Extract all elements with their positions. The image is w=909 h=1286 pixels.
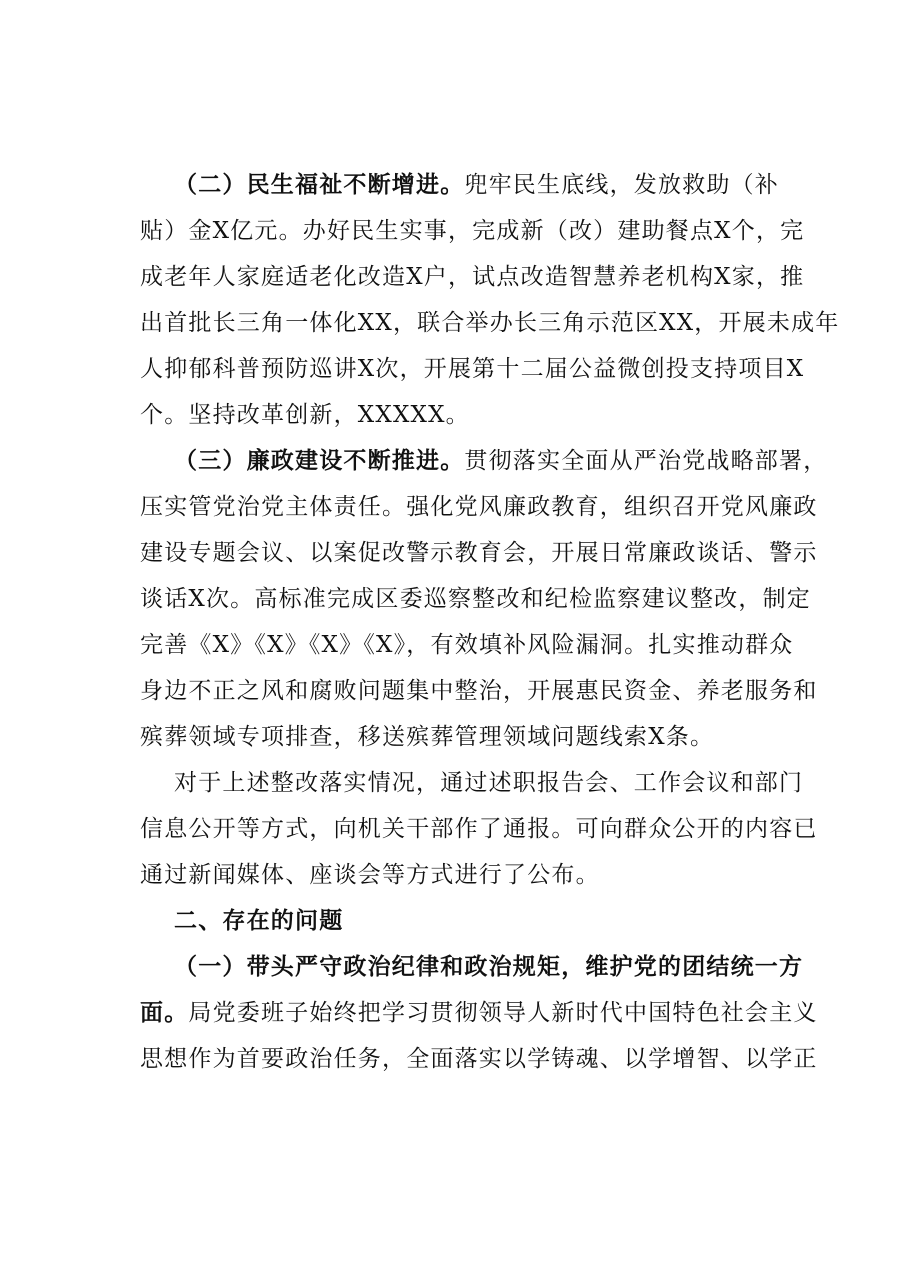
section2-line1-text: 兜牢民生底线，发放救助（补 [464, 172, 780, 198]
summary-line-2: 信息公开等方式，向机关干部作了通报。可向群众公开的内容已 [140, 816, 818, 842]
problem1-line-1: （一）带头严守政治纪律和政治规矩，维护党的团结统一方 [174, 954, 804, 980]
section2-line-4: 出首批长三角一体化XX，联合举办长三角示范区XX，开展未成年 [140, 310, 840, 336]
problems-heading: 二、存在的问题 [174, 908, 344, 934]
section3-line-2: 压实管党治党主体责任。强化党风廉政教育，组织召开党风廉政 [140, 494, 818, 520]
section3-line-6: 身边不正之风和腐败问题集中整治，开展惠民资金、养老服务和 [140, 678, 818, 704]
section3-line-5: 完善《X》《X》《X》《X》，有效填补风险漏洞。扎实推动群众 [140, 632, 794, 658]
section3-lead: （三）廉政建设不断推进。 [174, 448, 465, 474]
section2-line-6: 个。坚持改革创新，XXXXX。 [140, 402, 470, 428]
section2-line-5: 人抑郁科普预防巡讲X次，开展第十二届公益微创投支持项目X [140, 356, 805, 382]
summary-line-3: 通过新闻媒体、座谈会等方式进行了公布。 [140, 862, 600, 888]
section2-line-3: 成老年人家庭适老化改造X户，试点改造智慧养老机构X家，推 [140, 264, 805, 290]
section3-line-1 [140, 438, 828, 484]
section2-line-1 [140, 162, 800, 208]
problem1-line-2 [140, 990, 818, 1036]
section3-line-7: 殡葬领域专项排查，移送殡葬管理领域问题线索X条。 [140, 724, 715, 750]
section3-line1-text: 贯彻落实全面从严治党战略部署， [464, 448, 828, 474]
problem1-lead-end: 面。 [140, 1000, 189, 1026]
summary-line-1: 对于上述整改落实情况，通过述职报告会、工作会议和部门 [174, 770, 804, 796]
problem1-line2-text: 局党委班子始终把学习贯彻领导人新时代中国特色社会主义 [188, 1000, 818, 1026]
section2-line-2: 贴）金X亿元。办好民生实事，完成新（改）建助餐点X个，完 [140, 218, 805, 244]
section2-lead: （二）民生福祉不断增进。 [174, 172, 465, 198]
problem1-line-3: 思想作为首要政治任务，全面落实以学铸魂、以学增智、以学正 [140, 1046, 818, 1072]
section3-line-4: 谈话X次。高标准完成区委巡察整改和纪检监察建议整改，制定 [140, 586, 811, 612]
document-body [140, 162, 840, 1082]
section3-line-3: 建设专题会议、以案促改警示教育会，开展日常廉政谈话、警示 [140, 540, 818, 566]
